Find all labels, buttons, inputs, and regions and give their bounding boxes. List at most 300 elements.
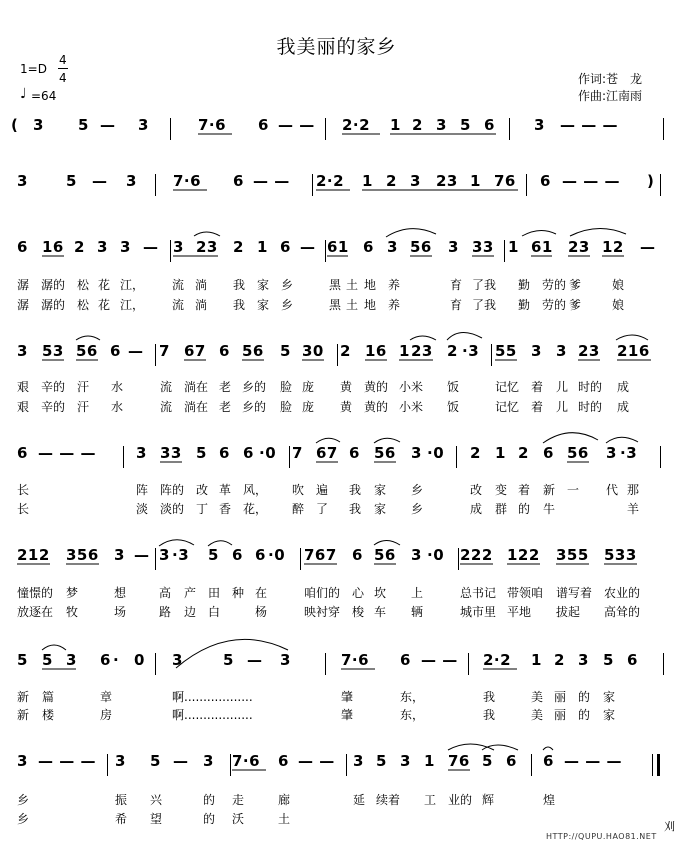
note: 2 [470, 444, 481, 462]
song-title: 我美丽的家乡 [276, 36, 397, 58]
slur-mark [194, 232, 220, 236]
lyric-word: 心 [352, 586, 365, 600]
lyric-word: 劳的 [542, 278, 567, 292]
note: 3 [138, 116, 149, 134]
note: 6 [233, 172, 244, 190]
lyric-word: 流 [160, 400, 173, 414]
lyric-word: 上 [411, 586, 424, 600]
note: 1 [399, 342, 410, 360]
slur-mark [447, 332, 482, 340]
lyric-word: 长 [17, 502, 30, 516]
slur-mark [410, 336, 436, 340]
lyric-word: 业的 [448, 793, 473, 807]
lyric-word: 潺的 [41, 278, 66, 292]
lyric-word: 丽 [554, 690, 567, 704]
lyric-word: 乡 [411, 483, 424, 497]
lyric-word: 我 [483, 708, 496, 722]
lyric-word: 流 [172, 298, 185, 312]
lyric-word: 花， [243, 502, 268, 516]
note: 56 [242, 342, 264, 360]
note: — [92, 172, 108, 190]
note: 33 [472, 238, 494, 256]
lyric-word: 土 [278, 812, 291, 826]
lyric-word: 淡 [136, 502, 149, 516]
lyric-word: 醉 [292, 502, 305, 516]
lyric-word: 谱写着 [556, 586, 593, 600]
lyric-word: 松 [77, 278, 90, 292]
note: 3 [578, 651, 589, 669]
note: ·0 [259, 444, 277, 462]
note: 3 [531, 342, 542, 360]
note: 3 [534, 116, 545, 134]
note: — [173, 752, 189, 770]
lyric-word: 的 [578, 690, 591, 704]
lyric-word: 我 [233, 278, 246, 292]
lyric-word: 娘 [612, 278, 625, 292]
lyric-word: 煌 [543, 793, 556, 807]
lyric-word: 的 [578, 708, 591, 722]
note: 2·2 [342, 116, 371, 134]
quarter-note-icon: ♩ [20, 86, 27, 102]
lyric-word: 路 [159, 605, 172, 619]
note: 3 [17, 342, 28, 360]
lyric-word: 家 [257, 298, 270, 312]
lyric-word: 沃 [232, 812, 245, 826]
note: 56 [374, 546, 396, 564]
note: — [247, 651, 263, 669]
slur-mark [606, 437, 638, 443]
note: 3 [436, 116, 447, 134]
lyric-word: 续着 [376, 793, 401, 807]
lyric-word: 土 [346, 298, 359, 312]
lyric-word: 边 [184, 605, 197, 619]
lyric-word: 艰 [17, 380, 30, 394]
note: 3 [203, 752, 214, 770]
tempo-marking: =64 [31, 89, 57, 103]
note: 3 [410, 172, 421, 190]
lyric-word: 记忆 [495, 400, 520, 414]
note: 23 [196, 238, 218, 256]
note: — [100, 116, 116, 134]
lyric-word: 勤 [518, 298, 531, 312]
note: 7·6 [198, 116, 227, 134]
note: 53 [42, 342, 64, 360]
lyric-word: 白 [208, 605, 221, 619]
lyric-word: 总书记 [460, 586, 497, 600]
lyric-word: 风， [243, 483, 268, 497]
note: ·3 [172, 546, 190, 564]
lyric-word: 坎 [374, 586, 387, 600]
note: 3 [353, 752, 364, 770]
note: 3 [159, 546, 170, 564]
slur-mark [159, 540, 194, 546]
lyric-word: 新 [17, 708, 30, 722]
note: — — — [564, 752, 622, 770]
lyric-word: 潺的 [41, 298, 66, 312]
note: 7·6 [232, 752, 261, 770]
lyric-word: 章 [100, 690, 113, 704]
note: ·3 [620, 444, 638, 462]
note: 6 [627, 651, 638, 669]
note: 222 [460, 546, 493, 564]
lyric-word: 儿 [556, 400, 569, 414]
lyric-word: 高耸的 [604, 605, 641, 619]
note: 67 [184, 342, 206, 360]
lyric-word: 黄的 [364, 380, 389, 394]
note: 76 [448, 752, 470, 770]
lyric-word: 羊 [627, 502, 640, 516]
note: 6 [506, 752, 517, 770]
lyric-word: 淌 [195, 278, 208, 292]
lyric-word: 养 [388, 278, 401, 292]
lyric-word: 淡的 [160, 502, 185, 516]
note: 6 [484, 116, 495, 134]
slur-mark [374, 541, 400, 546]
note: 6 [258, 116, 269, 134]
lyric-word: 汗 [77, 400, 90, 414]
note: 5 [208, 546, 219, 564]
time-signature-denominator: 4 [59, 71, 67, 85]
lyric-word: 乡 [411, 502, 424, 516]
note: — [143, 238, 159, 256]
lyric-word: 革 [219, 483, 232, 497]
lyric-word: 成 [617, 400, 630, 414]
note: 6 [540, 172, 551, 190]
lyric-word: 了 [316, 502, 329, 516]
note: 6 [219, 444, 230, 462]
lyric-word: 家 [374, 502, 387, 516]
note: 30 [302, 342, 324, 360]
lyric-word: 时的 [578, 400, 603, 414]
source-url: HTTP://QUPU.HAO81.NET [546, 832, 657, 841]
note: 3 [280, 651, 291, 669]
note: 533 [604, 546, 637, 564]
note: 1 [390, 116, 401, 134]
lyric-word: 一 [567, 483, 580, 497]
lyric-word: 丽 [554, 708, 567, 722]
lyric-word: 爹 [569, 278, 582, 292]
lyric-word: 辛的 [41, 400, 66, 414]
lyric-word: 我 [349, 483, 362, 497]
note: — [128, 342, 144, 360]
lyric-word: 我 [233, 298, 246, 312]
lyric-word: 兴 [150, 793, 163, 807]
lyric-word: 希 [115, 812, 128, 826]
lyric-word: 松 [77, 298, 90, 312]
lyric-word: 着 [531, 400, 544, 414]
note: ·3 [462, 342, 480, 360]
lyric-word: 美 [531, 690, 544, 704]
lyric-word: 映衬穿 [304, 605, 341, 619]
note: 5 [223, 651, 234, 669]
lyric-word: 平地 [507, 605, 532, 619]
lyric-word: 楼 [42, 708, 55, 722]
slur-mark [316, 438, 340, 443]
lyric-word: 田 [208, 586, 221, 600]
lyric-word: 勤 [518, 278, 531, 292]
note: 3 [606, 444, 617, 462]
note: 1 [531, 651, 542, 669]
slur-mark [76, 336, 100, 340]
lyric-word: 黑 [329, 298, 342, 312]
lyric-word: 饭 [447, 380, 460, 394]
note: 1 [257, 238, 268, 256]
lyric-word: 丁 [196, 502, 209, 516]
lyric-word: 着 [531, 380, 544, 394]
note: 2 [74, 238, 85, 256]
lyric-word: 延 [353, 793, 366, 807]
note: 1 [362, 172, 373, 190]
lyric-word: 憧憬的 [17, 586, 54, 600]
lyric-word: 啊.................. [172, 708, 253, 722]
note: 5 [603, 651, 614, 669]
lyric-word: 的 [203, 812, 216, 826]
lyric-word: 花 [98, 298, 111, 312]
lyric-word: 饭 [447, 400, 460, 414]
note: 56 [76, 342, 98, 360]
lyric-word: 辛的 [41, 380, 66, 394]
lyric-word: 阵 [136, 483, 149, 497]
note: 1 [470, 172, 481, 190]
slur-mark [42, 645, 66, 650]
lyricist-credit: 作词:苍 龙 [578, 72, 643, 86]
lyric-word: 想 [114, 586, 127, 600]
note: 3 [66, 651, 77, 669]
lyric-word: 代 [606, 483, 619, 497]
lyric-word: 那 [627, 483, 640, 497]
note: ) [647, 172, 655, 190]
slur-phrase [176, 639, 288, 668]
lyric-word: 黄 [340, 400, 353, 414]
note: 16 [42, 238, 64, 256]
note: 23 [411, 342, 433, 360]
lyric-word: 香 [219, 502, 232, 516]
lyric-word: 辆 [411, 605, 424, 619]
note: 12 [602, 238, 624, 256]
lyric-word: 黄 [340, 380, 353, 394]
note: 33 [160, 444, 182, 462]
note: 767 [304, 546, 337, 564]
lyric-word: 娘 [612, 298, 625, 312]
lyric-word: 爹 [569, 298, 582, 312]
lyric-word: 农业的 [604, 586, 641, 600]
note: 5 [17, 651, 28, 669]
note: 2 [554, 651, 565, 669]
note: 122 [507, 546, 540, 564]
lyric-word: 劳的 [542, 298, 567, 312]
lyric-word: 振 [115, 793, 128, 807]
lyric-word: 牧 [66, 605, 79, 619]
note: 2 [412, 116, 423, 134]
corner-mark: 刈 [664, 820, 675, 833]
lyric-word: 着 [518, 483, 531, 497]
lyric-word: 乡 [281, 298, 294, 312]
note: — [134, 546, 150, 564]
note: — — — [560, 116, 618, 134]
lyric-word: 的 [203, 793, 216, 807]
lyric-word: 黄的 [364, 400, 389, 414]
lyric-word: 成 [470, 502, 483, 516]
lyric-word: 种 [232, 586, 245, 600]
note: · [113, 651, 120, 669]
lyric-word: 地 [364, 278, 377, 292]
lyric-word: 家 [603, 690, 616, 704]
note: 3 [411, 546, 422, 564]
note: 5 [280, 342, 291, 360]
note: 6 [363, 238, 374, 256]
lyric-word: 我 [483, 690, 496, 704]
lyric-word: 江， [120, 298, 145, 312]
lyric-word: 望 [150, 812, 163, 826]
lyric-word: 杨 [255, 605, 268, 619]
slur-mark [208, 541, 232, 546]
lyric-word: 脸 [280, 380, 293, 394]
note: 2 [340, 342, 351, 360]
note: 6 [17, 444, 28, 462]
note: 5 [150, 752, 161, 770]
lyric-word: 家 [257, 278, 270, 292]
note: 3 [17, 752, 28, 770]
lyric-word: 潺 [17, 278, 30, 292]
note: 6 [219, 342, 230, 360]
note: 3 [120, 238, 131, 256]
note: — — [421, 651, 458, 669]
note: 5 [376, 752, 387, 770]
lyric-word: 新 [543, 483, 556, 497]
lyric-word: 老 [219, 400, 232, 414]
lyric-word: 城市里 [460, 605, 497, 619]
note: 6 [243, 444, 254, 462]
note: 6 [543, 444, 554, 462]
slur-mark [374, 438, 400, 443]
note: ( [11, 116, 19, 134]
lyric-word: 记忆 [495, 380, 520, 394]
note: 2·2 [483, 651, 512, 669]
lyric-word: 淌在 [184, 400, 209, 414]
note: 23 [578, 342, 600, 360]
note: 56 [374, 444, 396, 462]
note: 56 [567, 444, 589, 462]
lyric-word: 流 [160, 380, 173, 394]
lyric-word: 阵的 [160, 483, 185, 497]
note: 3 [173, 238, 184, 256]
lyric-word: 乡 [281, 278, 294, 292]
note: 16 [365, 342, 387, 360]
lyric-word: 工 [424, 793, 437, 807]
note: 0 [134, 651, 145, 669]
lyric-word: 老 [219, 380, 232, 394]
lyric-word: 吹 [292, 483, 305, 497]
lyric-word: 小米 [399, 400, 424, 414]
lyric-word: 放逐在 [17, 605, 54, 619]
lyric-word: 带领咱 [507, 586, 544, 600]
lyric-word: 庞 [302, 380, 315, 394]
note: — — [253, 172, 290, 190]
note: 5 [460, 116, 471, 134]
lyric-word: 变 [495, 483, 508, 497]
note: 6 [278, 752, 289, 770]
note: 3 [97, 238, 108, 256]
note: 3 [114, 546, 125, 564]
lyric-word: 乡 [17, 793, 30, 807]
slur-mark [616, 335, 648, 340]
lyric-word: 房 [100, 708, 113, 722]
slur-mark [543, 433, 598, 443]
lyric-word: 肇 [341, 690, 354, 704]
lyric-word: 高 [159, 586, 172, 600]
note: 1 [508, 238, 519, 256]
lyric-word: 在 [255, 586, 268, 600]
note: 56 [410, 238, 432, 256]
lyric-word: 了我 [472, 278, 497, 292]
note: 6 [280, 238, 291, 256]
lyric-word: 成 [617, 380, 630, 394]
lyric-word: 黑 [329, 278, 342, 292]
lyric-word: 遍 [316, 483, 329, 497]
lyric-word: 廊 [278, 793, 291, 807]
lyric-word: 花 [98, 278, 111, 292]
lyric-word: 乡的 [242, 400, 267, 414]
note: 67 [316, 444, 338, 462]
lyric-word: 乡的 [242, 380, 267, 394]
slur-mark [482, 745, 518, 750]
note: 6 [110, 342, 121, 360]
time-signature-numerator: 4 [59, 53, 67, 67]
note: 6 [232, 546, 243, 564]
lyric-word: 拔起 [556, 605, 581, 619]
note: 6 [400, 651, 411, 669]
lyric-word: 潺 [17, 298, 30, 312]
note: — [640, 238, 656, 256]
note: 355 [556, 546, 589, 564]
lyric-word: 篇 [42, 690, 55, 704]
composer-credit: 作曲:江南雨 [578, 89, 643, 103]
lyric-word: 美 [531, 708, 544, 722]
note: — [300, 238, 316, 256]
note: 3 [33, 116, 44, 134]
lyric-word: 肇 [341, 708, 354, 722]
note: 6 [17, 238, 28, 256]
note: — — — [38, 444, 96, 462]
note: 1 [495, 444, 506, 462]
note: 5 [66, 172, 77, 190]
lyric-word: 我 [349, 502, 362, 516]
lyric-word: 走 [232, 793, 245, 807]
note: 212 [17, 546, 50, 564]
lyric-word: 东， [400, 708, 425, 722]
note: 5 [482, 752, 493, 770]
lyric-word: 长 [17, 483, 30, 497]
lyric-word: 育 [450, 298, 463, 312]
key-signature: 1=D [20, 62, 47, 76]
lyric-word: 艰 [17, 400, 30, 414]
note: — — [278, 116, 315, 134]
note: 2·2 [316, 172, 345, 190]
lyric-word: 车 [374, 605, 387, 619]
lyric-word: 牛 [543, 502, 556, 516]
note: 6 [352, 546, 363, 564]
note: 216 [617, 342, 650, 360]
note: 76 [494, 172, 516, 190]
lyric-word: 汗 [77, 380, 90, 394]
lyric-word: 咱们的 [304, 586, 341, 600]
note: 3 [448, 238, 459, 256]
note: 5 [42, 651, 53, 669]
note: 61 [327, 238, 349, 256]
note: 23 [568, 238, 590, 256]
lyric-word: 辉 [482, 793, 495, 807]
note: 5 [78, 116, 89, 134]
